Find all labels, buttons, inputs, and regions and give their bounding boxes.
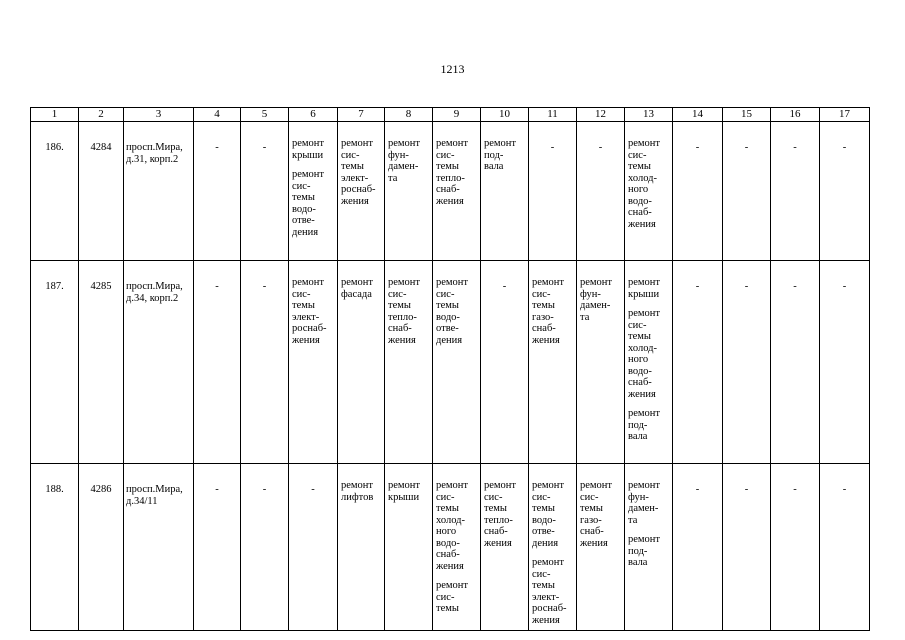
- work-line: роснаб-: [532, 603, 567, 614]
- work-line: отве-: [292, 215, 315, 226]
- works-cell: [385, 122, 433, 261]
- header-cell-10: 10: [481, 108, 529, 122]
- work-line: вала: [628, 557, 648, 568]
- work-line: ремонт: [341, 480, 374, 491]
- work-line: сис-: [436, 591, 455, 603]
- empty-cell: -: [577, 122, 625, 261]
- header-cell-8: 8: [385, 108, 433, 122]
- works-cell: [433, 464, 481, 631]
- header-cell-13: 13: [625, 108, 673, 122]
- work-line: тепло-: [436, 172, 465, 184]
- work-gap: [628, 400, 669, 408]
- header-cell-4: 4: [194, 108, 241, 122]
- work-line: роснаб-: [341, 184, 376, 195]
- empty-cell: -: [820, 122, 870, 261]
- work-line: снаб-: [628, 207, 652, 218]
- empty-cell: -: [771, 464, 820, 631]
- work-line: жения: [388, 334, 416, 346]
- work-line: крыши: [628, 288, 660, 300]
- work-line: ремонт: [341, 277, 374, 288]
- work-line: снаб-: [484, 526, 508, 537]
- address-cell: [124, 122, 194, 261]
- works-cell: [433, 261, 481, 464]
- work-line: снаб-: [580, 526, 604, 537]
- work-line: жения: [628, 388, 656, 400]
- work-line: фун-: [388, 149, 409, 161]
- building-code: 4285: [79, 261, 124, 464]
- work-line: ремонт: [436, 277, 469, 288]
- work-line: сис-: [436, 491, 455, 503]
- address-line: просп.Мира,: [126, 281, 183, 292]
- empty-cell: -: [771, 122, 820, 261]
- work-line: ремонт: [436, 580, 469, 591]
- works-cell: [529, 464, 577, 631]
- work-line: фасада: [341, 288, 372, 300]
- works-cell: [385, 464, 433, 631]
- table-row: [31, 464, 870, 631]
- work-line: жения: [484, 537, 512, 549]
- works-cell: [338, 464, 385, 631]
- work-line: ремонт: [628, 408, 661, 419]
- header-cell-17: 17: [820, 108, 870, 122]
- work-gap: [292, 161, 334, 169]
- empty-cell: -: [673, 464, 723, 631]
- work-line: сис-: [292, 288, 311, 300]
- header-cell-1: 1: [31, 108, 79, 122]
- works-cell: [338, 122, 385, 261]
- work-line: та: [388, 172, 398, 184]
- table-row: [31, 261, 870, 464]
- work-line: темы: [436, 503, 459, 514]
- work-line: крыши: [292, 149, 324, 161]
- work-line: под-: [628, 419, 648, 431]
- works-cell: [481, 122, 529, 261]
- work-line: сис-: [292, 180, 311, 192]
- work-line: сис-: [628, 319, 647, 331]
- work-line: темы: [532, 580, 555, 591]
- work-line: фун-: [628, 491, 649, 503]
- work-line: жения: [341, 195, 369, 207]
- work-line: сис-: [628, 149, 647, 161]
- empty-cell: -: [771, 261, 820, 464]
- header-cell-2: 2: [79, 108, 124, 122]
- works-cell: [289, 122, 338, 261]
- row-number: 186.: [31, 122, 79, 261]
- work-line: дения: [436, 334, 463, 346]
- header-row: [31, 108, 870, 122]
- page-number: 1213: [440, 62, 465, 76]
- work-gap: [532, 549, 573, 557]
- work-line: снаб-: [388, 323, 412, 334]
- works-cell: [625, 122, 673, 261]
- work-line: сис-: [580, 491, 599, 503]
- work-line: жения: [436, 560, 464, 572]
- work-line: дамен-: [580, 300, 611, 311]
- work-line: ремонт: [436, 480, 469, 491]
- work-line: ремонт: [341, 138, 374, 149]
- work-line: темы: [484, 503, 507, 514]
- work-line: крыши: [388, 491, 420, 503]
- empty-cell: -: [723, 122, 771, 261]
- work-line: ремонт: [388, 138, 421, 149]
- works-cell: [529, 261, 577, 464]
- work-line: тепло-: [388, 311, 417, 323]
- header-cell-3: 3: [124, 108, 194, 122]
- work-line: жения: [292, 334, 320, 346]
- work-line: ремонт: [580, 277, 613, 288]
- work-line: темы: [436, 161, 459, 172]
- address-line: д.34/11: [126, 495, 158, 507]
- work-line: ного: [628, 184, 649, 195]
- work-line: ного: [436, 526, 457, 537]
- works-cell: [625, 261, 673, 464]
- work-line: темы: [341, 161, 364, 172]
- work-line: ремонт: [484, 138, 517, 149]
- work-line: ремонт: [628, 534, 661, 545]
- work-line: водо-: [628, 365, 652, 377]
- work-line: водо-: [628, 195, 652, 207]
- work-line: ремонт: [628, 308, 661, 319]
- work-line: фун-: [580, 288, 601, 300]
- row-number: 188.: [31, 464, 79, 631]
- work-line: под-: [484, 149, 504, 161]
- work-line: жения: [532, 334, 560, 346]
- work-line: сис-: [388, 288, 407, 300]
- empty-cell: -: [673, 261, 723, 464]
- work-line: под-: [628, 545, 648, 557]
- work-line: ремонт: [628, 277, 661, 288]
- work-line: сис-: [341, 149, 360, 161]
- empty-cell: -: [241, 261, 289, 464]
- empty-cell: -: [673, 122, 723, 261]
- repair-schedule-table: [30, 107, 870, 631]
- work-line: жения: [628, 218, 656, 230]
- work-line: снаб-: [628, 377, 652, 388]
- works-cell: [289, 261, 338, 464]
- work-line: ремонт: [532, 557, 565, 568]
- work-line: сис-: [532, 491, 551, 503]
- work-line: темы: [628, 331, 651, 342]
- work-line: ного: [628, 354, 649, 365]
- works-cell: [433, 122, 481, 261]
- header-cell-5: 5: [241, 108, 289, 122]
- work-line: дения: [532, 537, 559, 549]
- empty-cell: -: [241, 464, 289, 631]
- work-line: элект-: [292, 311, 320, 323]
- work-line: водо-: [292, 203, 316, 215]
- work-line: жения: [532, 614, 560, 626]
- header-cell-7: 7: [338, 108, 385, 122]
- work-line: ремонт: [484, 480, 517, 491]
- work-line: элект-: [341, 172, 369, 184]
- work-line: ремонт: [532, 277, 565, 288]
- work-line: та: [580, 311, 590, 323]
- work-line: темы: [436, 603, 459, 614]
- building-code: 4286: [79, 464, 124, 631]
- empty-cell: -: [241, 122, 289, 261]
- work-line: ремонт: [292, 277, 325, 288]
- address-line: просп.Мира,: [126, 484, 183, 495]
- header-cell-15: 15: [723, 108, 771, 122]
- building-code: 4284: [79, 122, 124, 261]
- work-line: темы: [532, 300, 555, 311]
- work-line: холод-: [628, 342, 657, 354]
- work-line: вала: [628, 431, 648, 442]
- work-gap: [628, 300, 669, 308]
- work-line: темы: [532, 503, 555, 514]
- work-line: сис-: [436, 149, 455, 161]
- works-cell: [577, 464, 625, 631]
- work-line: ремонт: [292, 169, 325, 180]
- work-line: темы: [292, 192, 315, 203]
- header-cell-9: 9: [433, 108, 481, 122]
- work-line: холод-: [436, 514, 465, 526]
- work-line: ремонт: [388, 480, 421, 491]
- work-line: холод-: [628, 172, 657, 184]
- header-cell-11: 11: [529, 108, 577, 122]
- works-cell: [338, 261, 385, 464]
- work-line: вала: [484, 161, 504, 172]
- work-line: темы: [580, 503, 603, 514]
- address-cell: [124, 261, 194, 464]
- work-line: ремонт: [628, 138, 661, 149]
- work-line: роснаб-: [292, 323, 327, 334]
- work-line: сис-: [484, 491, 503, 503]
- address-line: просп.Мира,: [126, 142, 183, 153]
- empty-cell: -: [529, 122, 577, 261]
- address-cell: [124, 464, 194, 631]
- table-row: [31, 122, 870, 261]
- work-line: отве-: [436, 323, 459, 334]
- work-line: сис-: [532, 288, 551, 300]
- work-line: жения: [580, 537, 608, 549]
- work-line: темы: [436, 300, 459, 311]
- header-cell-16: 16: [771, 108, 820, 122]
- work-line: темы: [388, 300, 411, 311]
- work-line: водо-: [436, 537, 460, 549]
- work-line: отве-: [532, 526, 555, 537]
- header-cell-12: 12: [577, 108, 625, 122]
- works-cell: [577, 261, 625, 464]
- work-line: газо-: [532, 311, 554, 323]
- work-line: водо-: [532, 514, 556, 526]
- address-line: д.34, корп.2: [126, 292, 179, 304]
- work-line: темы: [628, 161, 651, 172]
- work-line: лифтов: [341, 491, 374, 503]
- work-line: ремонт: [292, 138, 325, 149]
- works-cell: [625, 464, 673, 631]
- work-gap: [628, 526, 669, 534]
- work-line: дения: [292, 226, 319, 238]
- row-number: 187.: [31, 261, 79, 464]
- work-line: водо-: [436, 311, 460, 323]
- work-line: ремонт: [580, 480, 613, 491]
- work-line: газо-: [580, 514, 602, 526]
- empty-cell: -: [481, 261, 529, 464]
- empty-cell: -: [820, 464, 870, 631]
- work-line: та: [628, 514, 638, 526]
- work-line: ремонт: [532, 480, 565, 491]
- works-cell: [385, 261, 433, 464]
- work-line: жения: [436, 195, 464, 207]
- work-line: темы: [292, 300, 315, 311]
- work-line: снаб-: [532, 323, 556, 334]
- work-line: тепло-: [484, 514, 513, 526]
- work-line: снаб-: [436, 549, 460, 560]
- header-cell-14: 14: [673, 108, 723, 122]
- empty-cell: -: [289, 464, 338, 631]
- work-line: снаб-: [436, 184, 460, 195]
- works-cell: [481, 464, 529, 631]
- work-line: ремонт: [436, 138, 469, 149]
- empty-cell: -: [820, 261, 870, 464]
- empty-cell: -: [194, 122, 241, 261]
- work-line: сис-: [436, 288, 455, 300]
- work-line: дамен-: [388, 161, 419, 172]
- header-cell-6: 6: [289, 108, 338, 122]
- address-line: д.31, корп.2: [126, 153, 179, 165]
- work-line: сис-: [532, 568, 551, 580]
- work-gap: [436, 572, 477, 580]
- empty-cell: -: [194, 464, 241, 631]
- work-line: дамен-: [628, 503, 659, 514]
- work-line: элект-: [532, 591, 560, 603]
- empty-cell: -: [723, 261, 771, 464]
- work-line: ремонт: [388, 277, 421, 288]
- empty-cell: -: [194, 261, 241, 464]
- work-line: ремонт: [628, 480, 661, 491]
- empty-cell: -: [723, 464, 771, 631]
